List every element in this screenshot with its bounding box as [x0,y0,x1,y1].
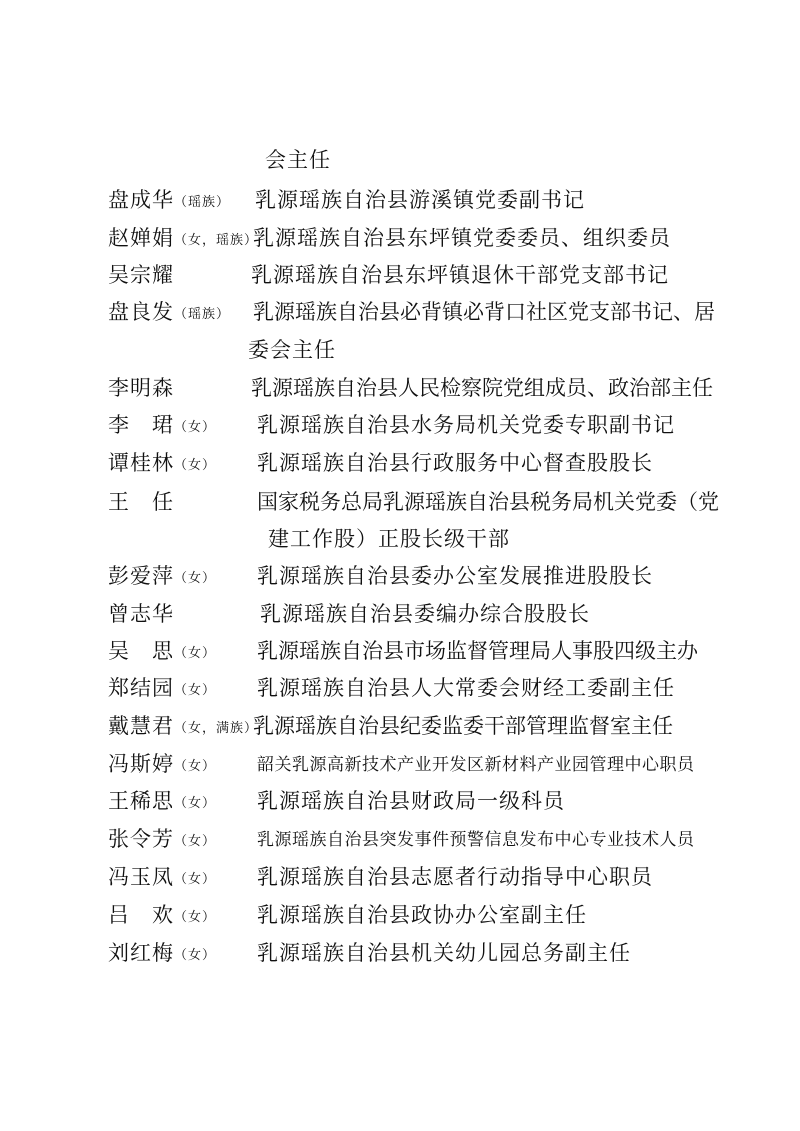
member-name [108,449,216,480]
member-note: （女，满族） [174,721,259,736]
member-role: 乳源瑶族自治县人民检察院党组成员、政治部主任 [251,376,713,400]
member-name [108,825,216,856]
member-role-continuation: 建工作股）正股长级干部 [268,527,510,551]
member-name-text: 郑结园 [108,676,174,700]
member-role: 国家税务总局乳源瑶族自治县税务局机关党委（党 [257,490,719,514]
member-note: （女，瑶族） [174,233,259,248]
member-name-text: 盘良发 [108,300,174,324]
member-note: （瑶族） [174,307,231,322]
member-name-text: 吴宗耀 [108,263,174,287]
member-name [108,374,174,405]
member-name-text: 刘红梅 [108,941,174,965]
member-role: 乳源瑶族自治县财政局一级科员 [257,789,565,813]
member-name [108,901,216,932]
member-note: （女） [174,420,217,435]
member-role: 乳源瑶族自治县水务局机关党委专职副书记 [257,413,675,437]
member-name-text: 王稀思 [108,789,174,813]
member-name [108,186,230,217]
member-name [108,224,258,255]
member-name [108,562,216,593]
member-name [108,488,174,519]
member-role: 乳源瑶族自治县纪委监委干部管理监督室主任 [253,714,673,738]
member-name-text: 张令芳 [108,827,174,851]
member-name [108,712,258,743]
member-name [108,750,216,781]
member-role: 乳源瑶族自治县志愿者行动指导中心职员 [257,865,653,889]
member-role: 韶关乳源高新技术产业开发区新材料产业园管理中心职员 [257,755,695,775]
member-name-text: 曾志华 [108,602,174,626]
member-note: （女） [174,458,217,473]
member-name-text: 吴 思 [108,639,174,663]
member-role: 乳源瑶族自治县游溪镇党委副书记 [255,188,585,212]
member-role: 乳源瑶族自治县东坪镇退休干部党支部书记 [251,263,669,287]
member-role: 乳源瑶族自治县必背镇必背口社区党支部书记、居 [253,300,715,324]
member-name [108,863,216,894]
member-name-text: 冯玉凤 [108,865,174,889]
member-name-text: 王 任 [108,490,174,514]
member-role: 乳源瑶族自治县机关幼儿园总务副主任 [257,941,631,965]
member-name-text: 赵婵娟 [108,226,174,250]
member-note: （瑶族） [174,195,231,210]
member-name [108,674,216,705]
member-note: （女） [174,683,217,698]
member-name [108,939,216,970]
member-role: 乳源瑶族自治县政协办公室副主任 [257,903,587,927]
member-name-text: 戴慧君 [108,714,174,738]
member-name [108,637,216,668]
member-name [108,298,230,329]
member-name [108,261,174,292]
member-name-text: 谭桂林 [108,451,174,475]
member-note: （女） [174,759,217,774]
member-name-text: 彭爱萍 [108,564,174,588]
member-role: 乳源瑶族自治县突发事件预警信息发布中心专业技术人员 [257,830,695,850]
member-role: 乳源瑶族自治县行政服务中心督查股股长 [257,451,653,475]
member-role: 乳源瑶族自治县委编办综合股股长 [260,602,590,626]
member-name [108,787,216,818]
member-name [108,411,216,442]
member-note: （女） [174,796,217,811]
member-note: （女） [174,872,217,887]
member-note: （女） [174,910,217,925]
member-note: （女） [174,646,217,661]
member-name-text: 李 珺 [108,413,174,437]
member-role: 乳源瑶族自治县委办公室发展推进股股长 [257,564,653,588]
continuation-line: 会主任 [265,148,331,172]
member-note: （女） [174,571,217,586]
member-name-text: 吕 欢 [108,903,174,927]
member-role-continuation: 委会主任 [248,338,336,362]
member-note: （女） [174,834,217,849]
member-role: 乳源瑶族自治县东坪镇党委委员、组织委员 [253,226,671,250]
member-name-text: 盘成华 [108,188,174,212]
member-role: 乳源瑶族自治县市场监督管理局人事股四级主办 [257,639,698,663]
member-role: 乳源瑶族自治县人大常委会财经工委副主任 [257,676,675,700]
member-name-text: 冯斯婷 [108,752,174,776]
member-name [108,600,174,631]
member-name-text: 李明森 [108,376,174,400]
member-note: （女） [174,948,217,963]
